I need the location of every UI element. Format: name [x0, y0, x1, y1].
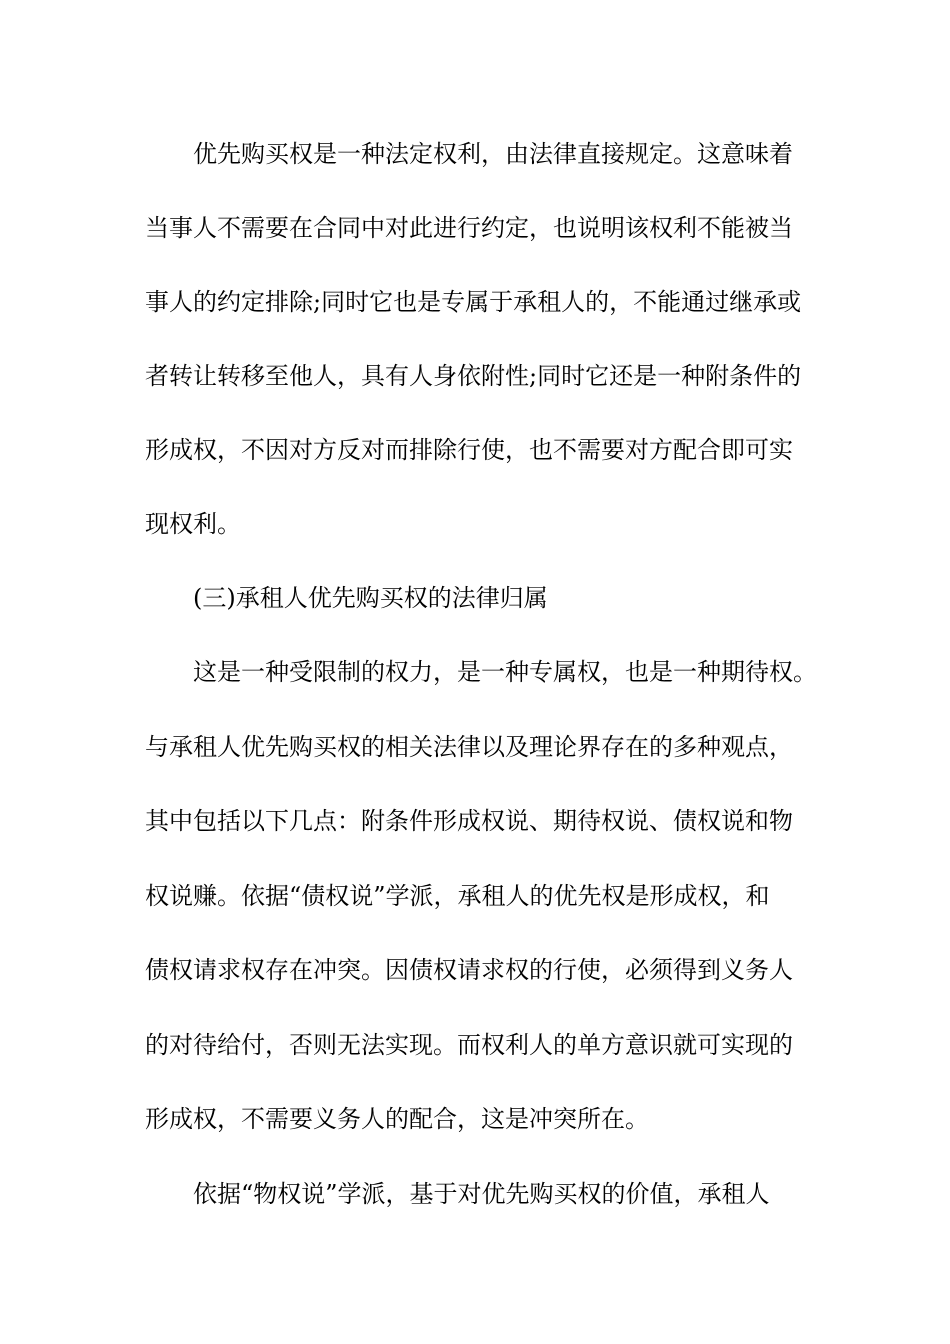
- section-heading: (三)承租人优先购买权的法律归属: [193, 584, 548, 612]
- paragraph-4-line-1: 依据“物权说”学派，基于对优先购买权的价值，承租人: [193, 1180, 770, 1208]
- paragraph-1-line-6: 现权利。: [145, 510, 241, 538]
- paragraph-3-line-7: 形成权，不需要义务人的配合，这是冲突所在。: [145, 1105, 649, 1133]
- paragraph-1-line-5: 形成权，不因对方反对而排除行使，也不需要对方配合即可实: [145, 436, 793, 464]
- paragraph-3-line-2: 与承租人优先购买权的相关法律以及理论界存在的多种观点，: [145, 733, 793, 761]
- paragraph-1-line-4: 者转让转移至他人，具有人身依附性;同时它还是一种附条件的: [145, 362, 802, 390]
- paragraph-1-line-3: 事人的约定排除;同时它也是专属于承租人的，不能通过继承或: [145, 288, 802, 316]
- paragraph-1-line-1: 优先购买权是一种法定权利，由法律直接规定。这意味着: [193, 140, 793, 168]
- paragraph-3-line-4: 权说赚。依据“债权说”学派，承租人的优先权是形成权，和: [145, 882, 770, 910]
- paragraph-3-line-6: 的对待给付，否则无法实现。而权利人的单方意识就可实现的: [145, 1031, 793, 1059]
- paragraph-3-line-3: 其中包括以下几点：附条件形成权说、期待权说、债权说和物: [145, 807, 793, 835]
- paragraph-1-line-2: 当事人不需要在合同中对此进行约定，也说明该权利不能被当: [145, 214, 793, 242]
- paragraph-3-line-1: 这是一种受限制的权力，是一种专属权，也是一种期待权。: [193, 658, 817, 686]
- paragraph-3-line-5: 债权请求权存在冲突。因债权请求权的行使，必须得到义务人: [145, 956, 793, 984]
